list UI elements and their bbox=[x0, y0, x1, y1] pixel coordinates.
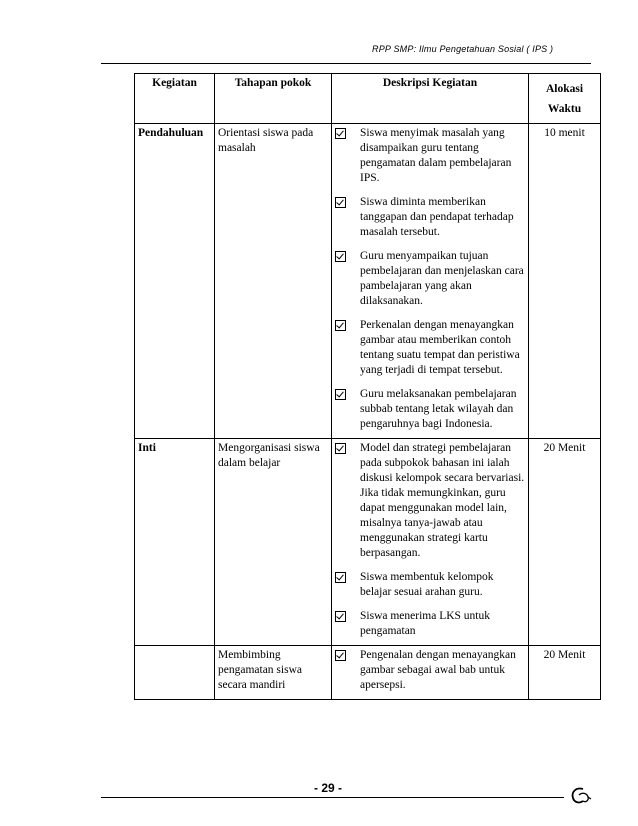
cell-waktu: 20 Menit bbox=[529, 646, 601, 700]
checkbox-icon bbox=[335, 572, 346, 583]
table-header-row bbox=[135, 74, 601, 124]
column-header-kegiatan: Kegiatan bbox=[135, 74, 215, 124]
lesson-plan-table bbox=[134, 73, 601, 700]
list-item-text: Siswa menyimak masalah yang disampaikan guru tentang pengamatan dalam pembelajaran IPS. bbox=[360, 127, 512, 184]
list-item bbox=[335, 195, 525, 240]
cell-kegiatan: Inti bbox=[135, 439, 215, 646]
list-item bbox=[335, 387, 525, 432]
list-item-text: Siswa diminta memberikan tanggapan dan pendapat terhadap masalah tersebut. bbox=[360, 196, 514, 238]
list-item bbox=[335, 648, 525, 693]
column-header-deskripsi: Deskripsi Kegiatan bbox=[332, 74, 529, 124]
checkbox-icon bbox=[335, 197, 346, 208]
list-item bbox=[335, 126, 525, 186]
column-header-alokasi bbox=[529, 74, 601, 124]
cell-kegiatan bbox=[135, 646, 215, 700]
cell-tahapan: Mengorganisasi siswa dalam belajar bbox=[215, 439, 332, 646]
cell-kegiatan: Pendahuluan bbox=[135, 124, 215, 439]
list-item-text: Guru melaksanakan pembelajaran subbab tentang letak wilayah dan pengaruhnya bagi Indonesia. bbox=[360, 388, 517, 430]
list-item-text: Guru menyampaikan tujuan pembelajaran dan menjelaskan cara pambelajaran yang akan dilaksanakan. bbox=[360, 250, 524, 307]
cell-waktu: 10 menit bbox=[529, 124, 601, 439]
cell-deskripsi bbox=[332, 646, 529, 700]
list-item bbox=[335, 570, 525, 600]
list-item-text: Perkenalan dengan menayangkan gambar atau memberikan contoh tentang suatu tempat dan peristiwa yang terjadi di tempat tersebut. bbox=[360, 319, 520, 376]
list-item-text: Siswa membentuk kelompok belajar sesuai arahan guru. bbox=[360, 571, 494, 598]
table-row bbox=[135, 439, 601, 646]
list-item-text: Siswa menerima LKS untuk pengamatan bbox=[360, 610, 490, 637]
cell-waktu: 20 Menit bbox=[529, 439, 601, 646]
list-item-text: Model dan strategi pembelajaran pada subpokok bahasan ini ialah diskusi kelompok secara bervariasi. Jika tidak memungkinkan, guru dapat menggunakan model lain, misalnya tanya-jawab atau menggunakan strategi kartu berpasangan. bbox=[360, 442, 525, 559]
list-item-text: Pengenalan dengan menayangkan gambar sebagai awal bab untuk apersepsi. bbox=[360, 649, 516, 691]
cell-tahapan: Orientasi siswa pada masalah bbox=[215, 124, 332, 439]
checkbox-icon bbox=[335, 650, 346, 661]
checkbox-icon bbox=[335, 611, 346, 622]
list-item bbox=[335, 609, 525, 639]
header-rule bbox=[101, 63, 591, 64]
checkbox-icon bbox=[335, 251, 346, 262]
table-row bbox=[135, 646, 601, 700]
column-header-alokasi-line2: Waktu bbox=[547, 103, 582, 115]
publisher-logo-icon bbox=[568, 786, 592, 806]
checkbox-icon bbox=[335, 443, 346, 454]
footer-rule bbox=[101, 797, 564, 798]
column-header-tahapan: Tahapan pokok bbox=[215, 74, 332, 124]
cell-tahapan: Membimbing pengamatan siswa secara mandiri bbox=[215, 646, 332, 700]
page-number: - 29 - bbox=[314, 781, 343, 795]
checkbox-icon bbox=[335, 320, 346, 331]
table-row bbox=[135, 124, 601, 439]
cell-deskripsi bbox=[332, 124, 529, 439]
running-header: RPP SMP: Ilmu Pengetahuan Sosial ( IPS ) bbox=[372, 44, 554, 54]
checkbox-icon bbox=[335, 389, 346, 400]
list-item bbox=[335, 249, 525, 309]
list-item bbox=[335, 318, 525, 378]
cell-deskripsi bbox=[332, 439, 529, 646]
checkbox-icon bbox=[335, 128, 346, 139]
column-header-alokasi-line1: Alokasi bbox=[545, 83, 584, 95]
list-item bbox=[335, 441, 525, 561]
